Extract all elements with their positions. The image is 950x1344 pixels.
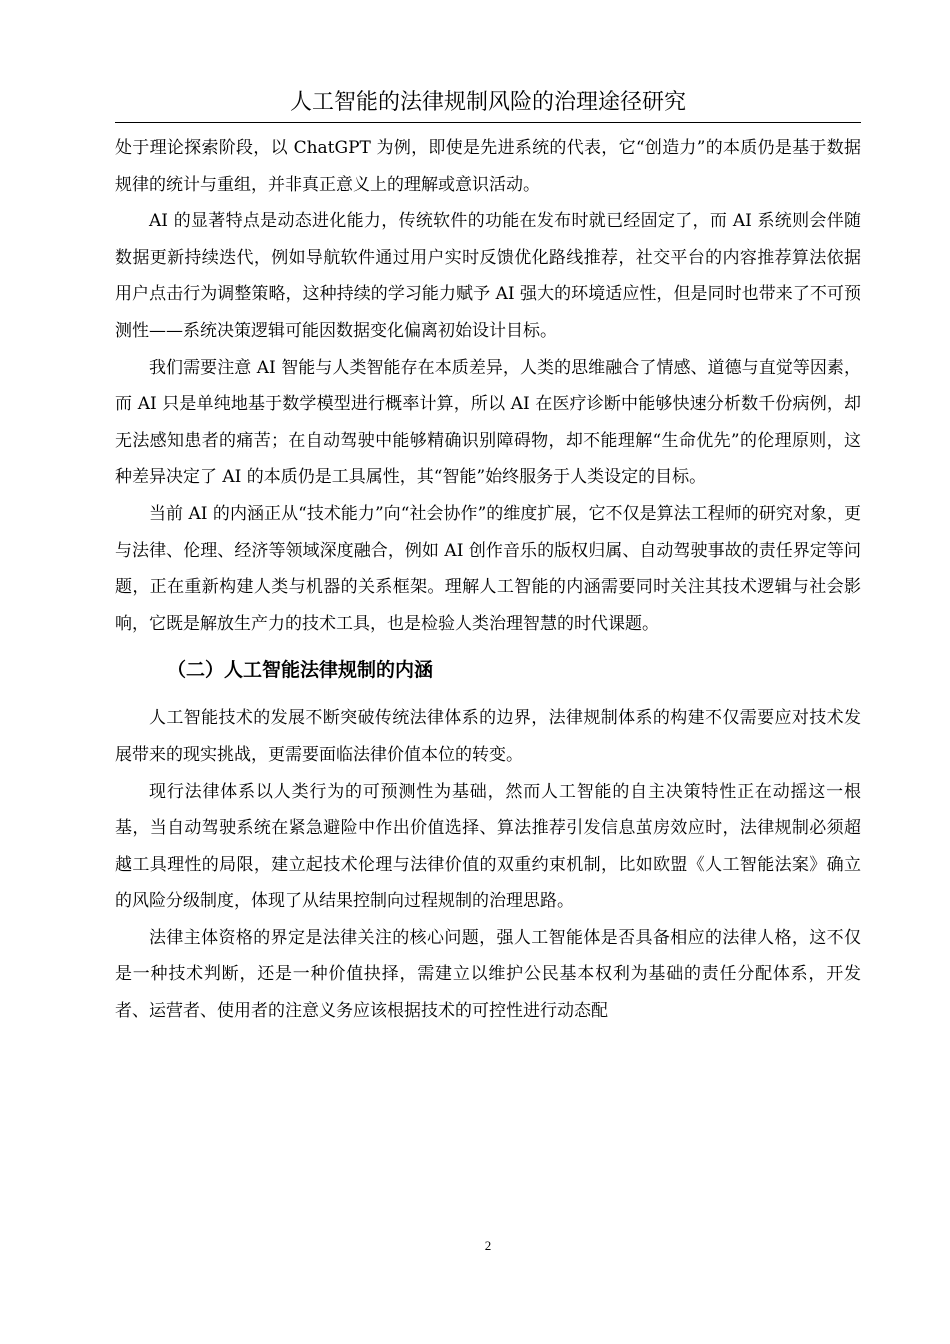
- section-heading: （二）人工智能法律规制的内涵: [167, 659, 434, 682]
- body-paragraph: AI 的显著特点是动态进化能力，传统软件的功能在发布时就已经固定了，而 AI 系统则会伴随数据更新持续迭代，例如导航软件通过用户实时反馈优化路线推荐，社交平台的内容推荐算法依据用户点击行为调整策略，这种持续的学习能力赋予 AI 强大的环境适应性，但是同时也带来了不可预测性——系统决策逻辑可能因数据变化偏离初始设计目标。: [115, 211, 861, 341]
- page-body: [115, 130, 861, 1030]
- running-header: 人工智能的法律规制风险的治理途径研究: [289, 90, 686, 115]
- body-paragraph: 人工智能技术的发展不断突破传统法律体系的边界，法律规制体系的构建不仅需要应对技术发展带来的现实挑战，更需要面临法律价值本位的转变。: [115, 708, 861, 765]
- body-paragraph: 我们需要注意 AI 智能与人类智能存在本质差异，人类的思维融合了情感、道德与直觉等因素，而 AI 只是单纯地基于数学模型进行概率计算，所以 AI 在医疗诊断中能够快速分析数千份病例，却无法感知患者的痛苦；在自动驾驶中能够精确识别障碍物，却不能理解“生命优先”的伦理原则，这种差异决定了 AI 的本质仍是工具属性，其“智能”始终服务于人类设定的目标。: [115, 357, 861, 488]
- body-paragraph: 法律主体资格的界定是法律关注的核心问题，强人工智能体是否具备相应的法律人格，这不仅是一种技术判断，还是一种价值抉择，需建立以维护公民基本权利为基础的责任分配体系，开发者、运营者、使用者的注意义务应该根据技术的可控性进行动态配: [115, 927, 861, 1022]
- body-paragraph: 处于理论探索阶段，以 ChatGPT 为例，即使是先进系统的代表，它“创造力”的本质仍是基于数据规律的统计与重组，并非真正意义上的理解或意识活动。: [115, 138, 861, 195]
- header-divider: [115, 122, 861, 123]
- body-paragraph: 当前 AI 的内涵正从“技术能力”向“社会协作”的维度扩展，它不仅是算法工程师的研究对象，更与法律、伦理、经济等领域深度融合，例如 AI 创作音乐的版权归属、自动驾驶事故的责任界定等问题，正在重新构建人类与机器的关系框架。理解人工智能的内涵需要同时关注其技术逻辑与社会影响，它既是解放生产力的技术工具，也是检验人类治理智慧的时代课题。: [115, 503, 861, 634]
- body-paragraph: 现行法律体系以人类行为的可预测性为基础，然而人工智能的自主决策特性正在动摇这一根基，当自动驾驶系统在紧急避险中作出价值选择、算法推荐引发信息茧房效应时，法律规制必须超越工具理性的局限，建立起技术伦理与法律价值的双重约束机制，比如欧盟《人工智能法案》确立的风险分级制度，体现了从结果控制向过程规制的治理思路。: [115, 781, 861, 912]
- page-number: 2: [484, 1238, 492, 1253]
